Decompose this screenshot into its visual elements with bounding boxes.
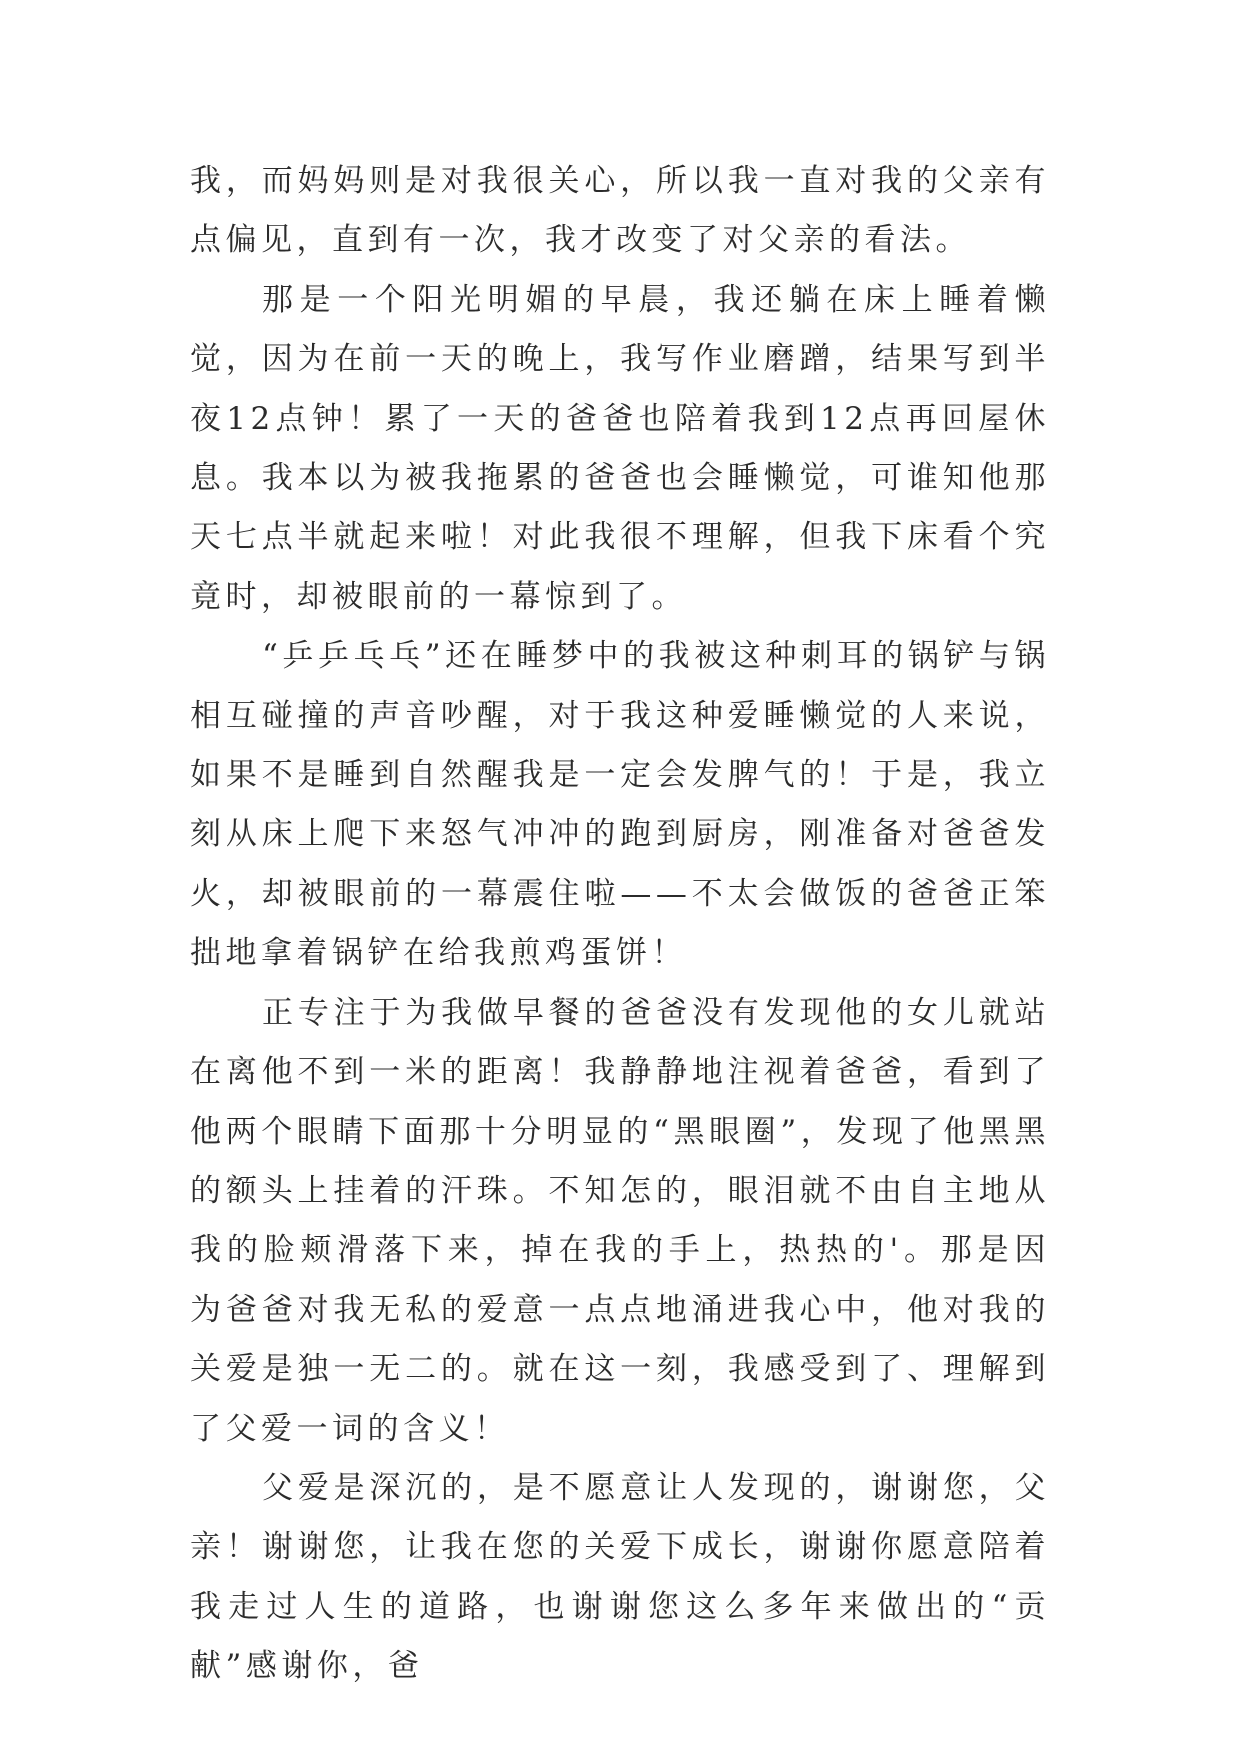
paragraph-5: 父爱是深沉的，是不愿意让人发现的，谢谢您，父亲！谢谢您，让我在您的关爱下成长，谢谢你愿意陪着我走过人生的道路，也谢谢您这么多年来做出的“贡献”感谢你，爸 [190, 1469, 1050, 1685]
paragraph-2: 那是一个阳光明媚的早晨，我还躺在床上睡着懒觉，因为在前一天的晚上，我写作业磨蹭，结果写到半夜12点钟！累了一天的爸爸也陪着我到12点再回屋休息。我本以为被我拖累的爸爸也会睡懒觉，可谁知他那天七点半就起来啦！对此我很不理解，但我下床看个究竟时，却被眼前的一幕惊到了。 [190, 281, 1050, 615]
paragraph-3: “乒乒乓乓”还在睡梦中的我被这种刺耳的锅铲与锅相互碰撞的声音吵醒，对于我这种爱睡懒觉的人来说，如果不是睡到自然醒我是一定会发脾气的！于是，我立刻从床上爬下来怒气冲冲的跑到厨房，刚准备对爸爸发火，却被眼前的一幕震住啦——不太会做饭的爸爸正笨拙地拿着锅铲在给我煎鸡蛋饼！ [190, 638, 1050, 972]
essay-body [190, 152, 1050, 1697]
paragraph-4: 正专注于为我做早餐的爸爸没有发现他的女儿就站在离他不到一米的距离！我静静地注视着爸爸，看到了他两个眼睛下面那十分明显的“黑眼圈”，发现了他黑黑的额头上挂着的汗珠。不知怎的，眼泪就不由自主地从我的脸颊滑落下来，掉在我的手上，热热的'。那是因为爸爸对我无私的爱意一点点地涌进我心中，他对我的关爱是独一无二的。就在这一刻，我感受到了、理解到了父爱一词的含义！ [190, 994, 1050, 1447]
paragraph-1: 我，而妈妈则是对我很关心，所以我一直对我的父亲有点偏见，直到有一次，我才改变了对父亲的看法。 [190, 163, 1050, 259]
